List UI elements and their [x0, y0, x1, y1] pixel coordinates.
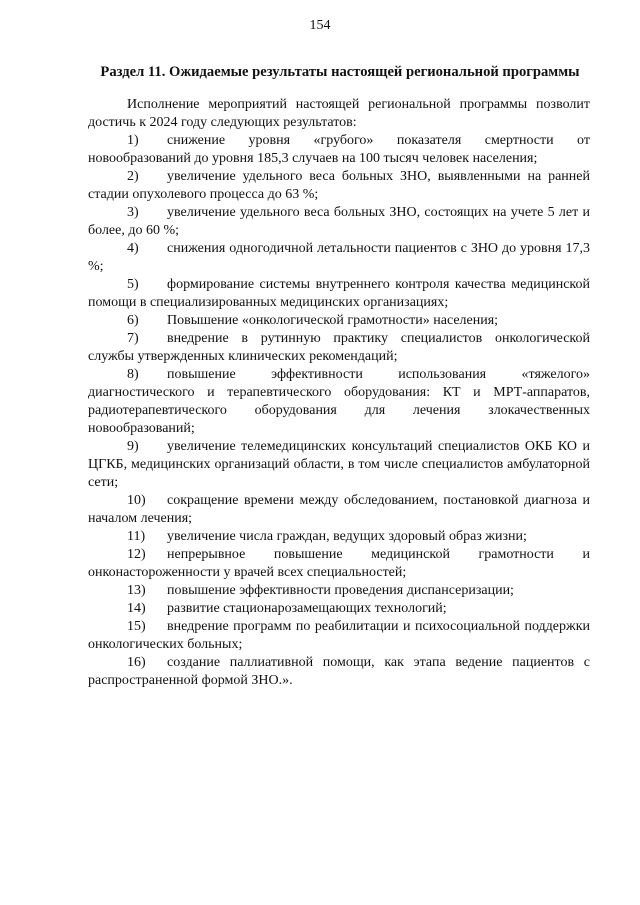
document-body — [88, 96, 590, 690]
list-item-number: 2) — [127, 169, 139, 184]
intro-paragraph: Исполнение мероприятий настоящей региональной программы позволит достичь к 2024 году следующих результатов: — [88, 97, 590, 130]
list-item-text: развитие стационарозамещающих технологий; — [167, 601, 447, 616]
list-item-number: 16) — [127, 655, 146, 670]
list-item-number: 10) — [127, 493, 146, 508]
list-item-number: 8) — [127, 367, 139, 382]
list-item — [88, 168, 590, 204]
list-item-text: создание паллиативной помощи, как этапа ведение пациентов с распространенной формой ЗНО.». — [88, 655, 590, 688]
list-item — [88, 240, 590, 276]
list-item — [88, 312, 590, 330]
list-item — [88, 366, 590, 438]
list-item-number: 13) — [127, 583, 146, 598]
section-heading: Раздел 11. Ожидаемые результаты настоящей региональной программы — [100, 64, 580, 80]
list-item-text: увеличение числа граждан, ведущих здоровый образ жизни; — [167, 529, 527, 544]
list-item-number: 7) — [127, 331, 139, 346]
list-item-number: 15) — [127, 619, 146, 634]
list-item-text: повышение эффективности использования «тяжелого» диагностического и терапевтического оборудования: КТ и МРТ-аппаратов, радиотерапевтического оборудования для лечения злокачественных новообразований; — [88, 367, 590, 436]
list-item-number: 4) — [127, 241, 139, 256]
list-item — [88, 330, 590, 366]
list-item — [88, 546, 590, 582]
list-item-number: 3) — [127, 205, 139, 220]
list-item-text: сокращение времени между обследованием, постановкой диагноза и началом лечения; — [88, 493, 590, 526]
list-item-number: 5) — [127, 277, 139, 292]
page-number: 154 — [309, 18, 331, 33]
list-item-text: формирование системы внутреннего контроля качества медицинской помощи в специализированных медицинских организациях; — [88, 277, 590, 310]
list-item-number: 6) — [127, 313, 139, 328]
list-item-text: непрерывное повышение медицинской грамотности и онконастороженности у врачей всех специальностей; — [88, 547, 590, 580]
list-item-number: 11) — [127, 529, 146, 544]
list-item — [88, 438, 590, 492]
list-item-number: 1) — [127, 133, 139, 148]
list-item — [88, 132, 590, 168]
list-item-text: снижение уровня «грубого» показателя смертности от новообразований до уровня 185,3 случаев на 100 тысяч человек населения; — [88, 133, 590, 166]
list-item — [88, 582, 590, 600]
list-item-text: увеличение телемедицинских консультаций специалистов ОКБ КО и ЦГКБ, медицинских организаций области, в том числе специалистов амбулаторной сети; — [88, 439, 590, 490]
list-item — [88, 528, 590, 546]
list-item — [88, 492, 590, 528]
list-item-text: внедрение в рутинную практику специалистов онкологической службы утвержденных клинических рекомендаций; — [88, 331, 590, 364]
list-item — [88, 276, 590, 312]
list-item-text: увеличение удельного веса больных ЗНО, состоящих на учете 5 лет и более, до 60 %; — [88, 205, 590, 238]
list-item — [88, 654, 590, 690]
list-item — [88, 600, 590, 618]
list-item — [88, 204, 590, 240]
list-item-text: Повышение «онкологической грамотности» населения; — [167, 313, 499, 328]
list-item — [88, 618, 590, 654]
list-item-number: 12) — [127, 547, 146, 562]
list-item-text: снижения одногодичной летальности пациентов с ЗНО до уровня 17,3 %; — [88, 241, 590, 274]
list-item-text: повышение эффективности проведения диспансеризации; — [167, 583, 514, 598]
list-item-number: 14) — [127, 601, 146, 616]
list-item-text: увеличение удельного веса больных ЗНО, выявленными на ранней стадии опухолевого процесса до 63 %; — [88, 169, 590, 202]
list-item-text: внедрение программ по реабилитации и психосоциальной поддержки онкологических больных; — [88, 619, 590, 652]
list-item-number: 9) — [127, 439, 139, 454]
